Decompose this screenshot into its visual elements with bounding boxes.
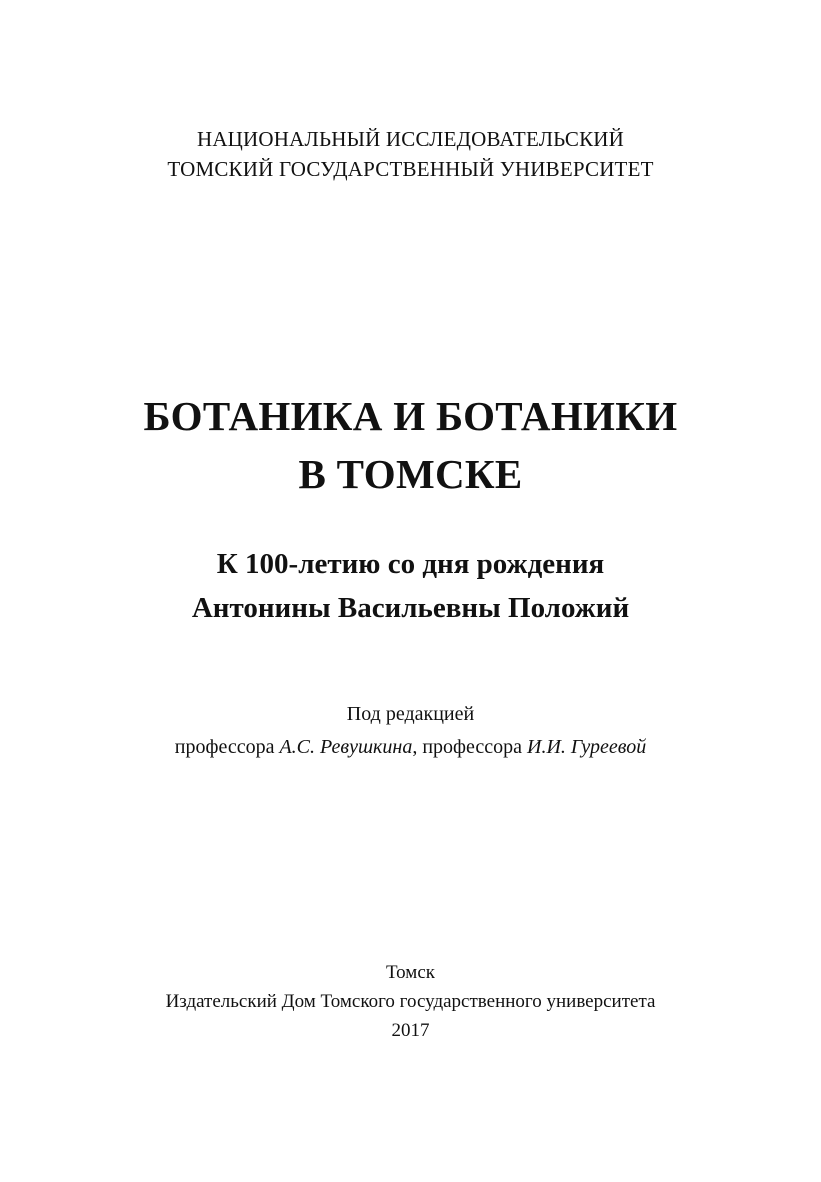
editor-prefix-2: , профессора <box>412 736 527 758</box>
book-title-line-1: БОТАНИКА И БОТАНИКИ <box>143 393 678 439</box>
book-subtitle <box>0 542 821 630</box>
editor-name-1: А.С. Ревушкина <box>279 736 413 758</box>
book-subtitle-line-1: К 100-летию со дня рождения <box>216 548 605 580</box>
university-name <box>0 124 821 184</box>
book-title-line-2: В ТОМСКЕ <box>298 451 523 497</box>
imprint-block <box>0 958 821 1045</box>
imprint-year: 2017 <box>391 1020 430 1041</box>
editor-name-2: И.И. Гуреевой <box>527 736 647 758</box>
university-name-line-2: ТОМСКИЙ ГОСУДАРСТВЕННЫЙ УНИВЕРСИТЕТ <box>167 157 654 181</box>
imprint-city: Томск <box>385 962 435 983</box>
book-subtitle-line-2: Антонины Васильевны Положий <box>191 592 630 624</box>
editors-block <box>0 698 821 764</box>
university-name-line-1: НАЦИОНАЛЬНЫЙ ИССЛЕДОВАТЕЛЬСКИЙ <box>196 127 625 151</box>
editors-intro: Под редакцией <box>346 703 475 725</box>
editor-prefix-1: профессора <box>174 736 280 758</box>
imprint-publisher: Издательский Дом Томского государственного университета <box>165 991 656 1012</box>
editors-list <box>0 731 821 764</box>
book-title <box>0 387 821 503</box>
